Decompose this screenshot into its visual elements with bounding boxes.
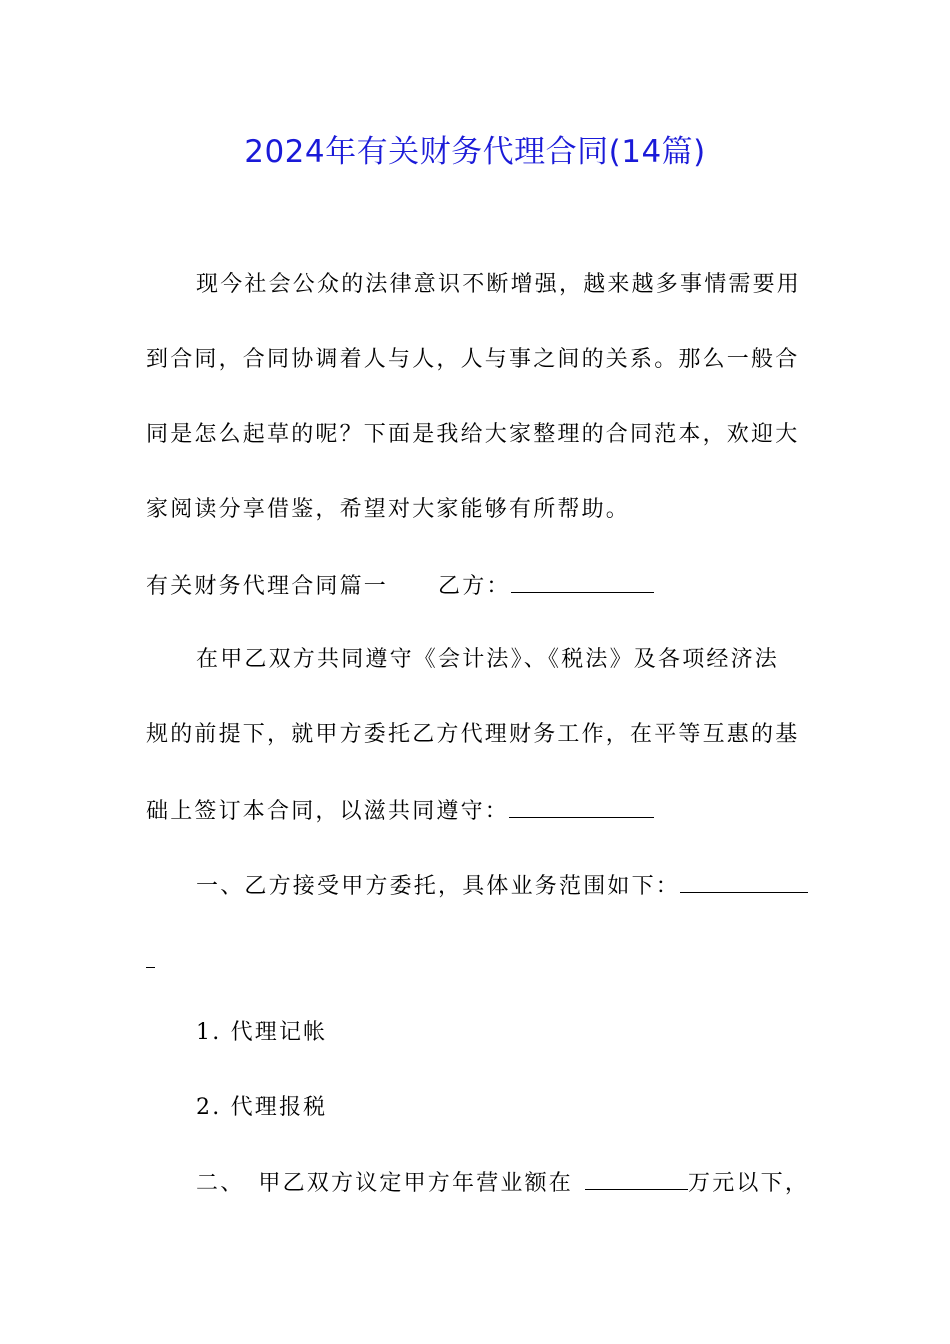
clause-2-suffix: 万元以下， bbox=[688, 1171, 810, 1196]
intro-line-1: 现今社会公众的法律意识不断增强，越来越多事情需要用 bbox=[196, 272, 802, 297]
clause-2-text: 甲乙双方议定甲方年营业额在 bbox=[258, 1171, 574, 1196]
clause-2-prefix: 二、 bbox=[196, 1171, 245, 1196]
section-heading-row bbox=[146, 568, 654, 604]
preamble-line-1: 在甲乙双方共同遵守《会计法》、《税法》及各项经济法 bbox=[196, 647, 780, 672]
clause-1-blank bbox=[680, 868, 808, 893]
clause-1-blank-continuation bbox=[146, 943, 155, 968]
intro-line-4: 家阅读分享借鉴，希望对大家能够有所帮助。 bbox=[146, 497, 631, 522]
section-heading: 有关财务代理合同篇一 bbox=[146, 574, 389, 599]
preamble-line-3: 础上签订本合同，以滋共同遵守： bbox=[146, 799, 510, 824]
clause-2-row bbox=[196, 1165, 809, 1201]
preamble-line-2: 规的前提下，就甲方委托乙方代理财务工作，在平等互惠的基 bbox=[146, 722, 800, 747]
item-2: 2. 代理报税 bbox=[196, 1095, 328, 1120]
intro-line-3: 同是怎么起草的呢？下面是我给大家整理的合同范本，欢迎大 bbox=[146, 422, 800, 447]
revenue-blank bbox=[585, 1165, 688, 1190]
party-b-label: 乙方： bbox=[438, 574, 511, 599]
clause-1-blank-continuation-row bbox=[146, 943, 155, 979]
document-title: 2024年有关财务代理合同(14篇) bbox=[244, 134, 706, 170]
clause-1-row bbox=[196, 868, 808, 904]
intro-line-2: 到合同，合同协调着人与人，人与事之间的关系。那么一般合 bbox=[146, 347, 800, 372]
party-b-blank bbox=[511, 568, 654, 593]
item-1: 1. 代理记帐 bbox=[196, 1020, 328, 1045]
clause-1: 一、乙方接受甲方委托，具体业务范围如下： bbox=[196, 874, 681, 899]
preamble-line-3-row bbox=[146, 793, 654, 829]
preamble-blank bbox=[509, 793, 654, 818]
